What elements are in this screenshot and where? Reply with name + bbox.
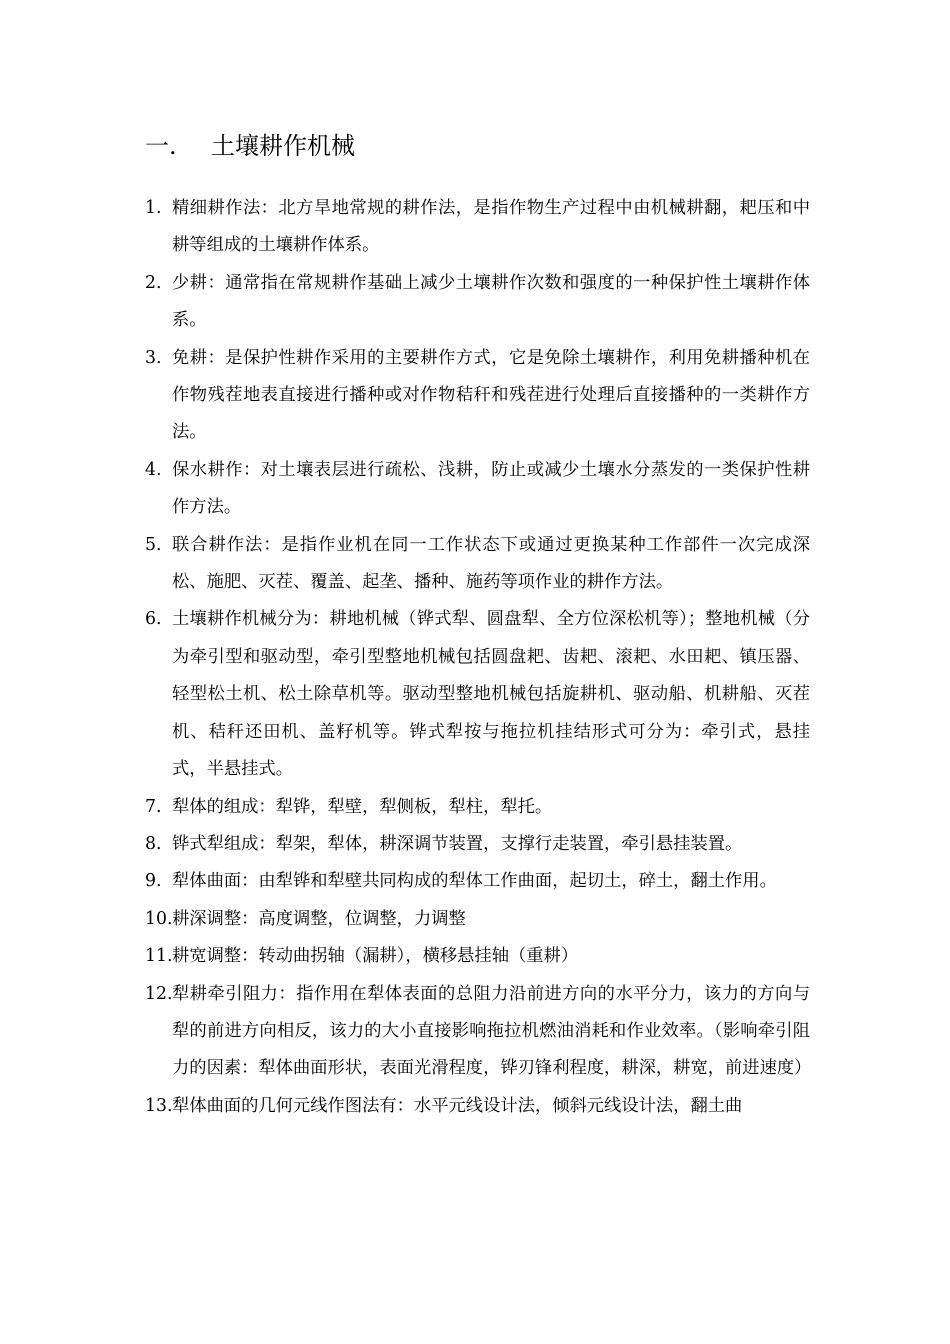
list-item [145,826,810,863]
item-number: 5. [145,534,162,555]
item-text: 联合耕作法：是指作业机在同一工作状态下或通过更换某种工作部件一次完成深松、施肥、灭茬、覆盖、起垄、播种、施药等项作业的耕作方法。 [172,534,810,593]
list-item [145,976,810,1088]
definition-list [145,190,810,1125]
item-text: 耕深调整：高度调整，位调整，力调整 [172,908,466,929]
item-number: 1. [145,198,162,218]
item-number: 4. [145,459,162,480]
item-number: 12. [145,983,173,1004]
item-text: 精细耕作法：北方旱地常规的耕作法，是指作物生产过程中由机械耕翻，耙压和中耕等组成的土壤耕作体系。 [172,198,810,256]
item-number: 13. [145,1095,173,1116]
list-item [145,265,810,340]
item-text: 铧式犁组成：犁架，犁体，耕深调节装置，支撑行走装置，牵引悬挂装置。 [172,833,743,854]
list-item [145,789,810,826]
list-item [145,938,810,975]
item-text: 犁体曲面的几何元线作图法有：水平元线设计法，倾斜元线设计法，翻土曲 [172,1095,743,1116]
list-item [145,863,810,900]
item-number: 7. [145,796,162,817]
item-text: 土壤耕作机械分为：耕地机械（铧式犁、圆盘犁、全方位深松机等）；整地机械（分为牵引型和驱动型，牵引型整地机械包括圆盘耙、齿耙、滚耙、水田耙、镇压器、轻型松土机、松土除草机等。驱动型整地机械包括旋耕机、驱动船、机耕船、灭茬机、秸秆还田机、盖籽机等。铧式犁按与拖拉机挂结形式可分为：牵引式，悬挂式，半悬挂式。 [172,609,810,780]
section-heading [145,128,355,164]
item-number: 9. [145,871,162,892]
item-text: 耕宽调整：转动曲拐轴（漏耕），横移悬挂轴（重耕） [172,946,579,967]
section-title: 土壤耕作机械 [211,132,355,160]
item-number: 8. [145,833,162,854]
section-number: 一. [145,132,177,160]
item-number: 11. [145,946,173,967]
list-item [145,190,810,265]
list-item [145,527,810,602]
item-number: 3. [145,347,162,368]
item-text: 少耕：通常指在常规耕作基础上减少土壤耕作次数和强度的一种保护性土壤耕作体系。 [172,272,810,331]
item-text: 犁体曲面：由犁铧和犁壁共同构成的犁体工作曲面，起切土，碎土，翻土作用。 [172,871,777,892]
item-number: 6. [145,609,162,630]
list-item [145,901,810,938]
item-text: 犁耕牵引阻力：指作用在犁体表面的总阻力沿前进方向的水平分力，该力的方向与犁的前进方向相反，该力的大小直接影响拖拉机燃油消耗和作业效率。（影响牵引阻力的因素：犁体曲面形状，表面光滑程度，铧刃锋利程度，耕深，耕宽，前进速度） [172,983,812,1079]
list-item [145,1088,810,1125]
list-item [145,452,810,527]
item-text: 免耕：是保护性耕作采用的主要耕作方式，它是免除土壤耕作，利用免耕播种机在作物残茬地表直接进行播种或对作物秸秆和残茬进行处理后直接播种的一类耕作方法。 [172,347,810,443]
item-text: 保水耕作：对土壤表层进行疏松、浅耕，防止或减少土壤水分蒸发的一类保护性耕作方法。 [172,459,810,518]
item-number: 2. [145,272,162,293]
item-number: 10. [145,908,173,929]
list-item [145,340,810,452]
item-text: 犁体的组成：犁铧，犁壁，犁侧板，犁柱，犁托。 [172,796,553,817]
list-item [145,601,810,788]
